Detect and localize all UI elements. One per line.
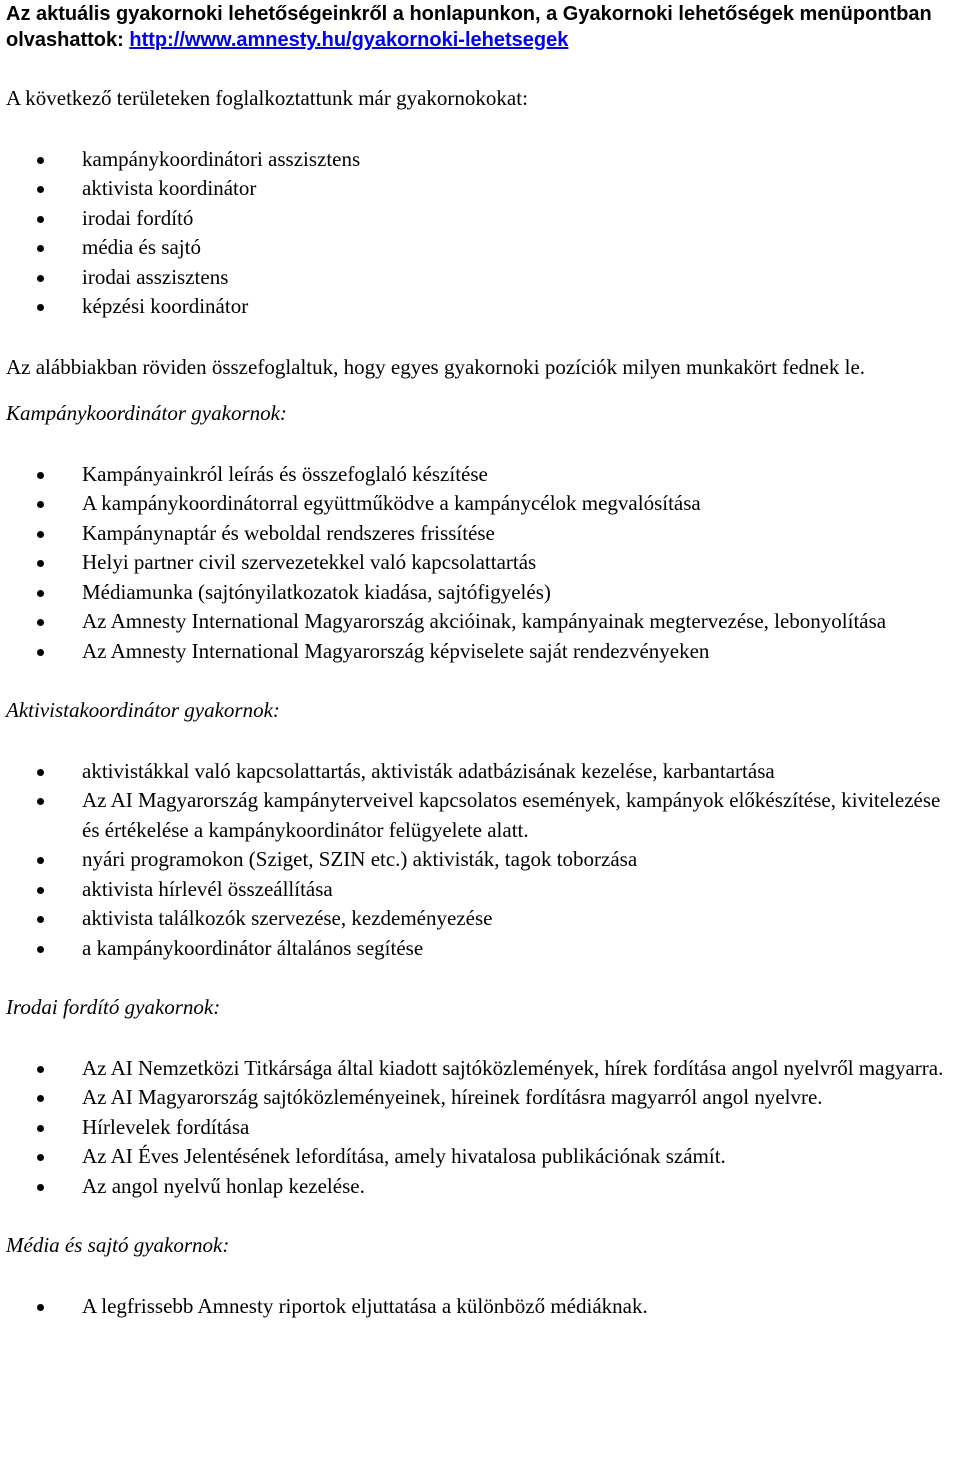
internship-link[interactable]: http://www.amnesty.hu/gyakornoki-lehetsegek [129,29,569,51]
list-item: Az AI Magyarország sajtóközleményeinek, híreinek fordításra magyarról angol nyelvre. [6,1083,958,1113]
list-item: nyári programokon (Sziget, SZIN etc.) aktivisták, tagok toborzása [6,845,958,875]
intro-text: Az aktuális gyakornoki lehetőségeinkről a honlapunkon, a Gyakornoki lehetőségek menüpontban olvashattok: [6,3,932,51]
list-item: Kampánynaptár és weboldal rendszeres frissítése [6,519,958,549]
list-item: a kampánykoordinátor általános segítése [6,934,958,964]
section-heading-activist: Aktivistakoordinátor gyakornok: [6,698,280,722]
list-item: Az angol nyelvű honlap kezelése. [6,1172,958,1202]
list-item: aktivistákkal való kapcsolattartás, aktivisták adatbázisának kezelése, karbantartása [6,757,958,787]
list-item: aktivista koordinátor [6,174,958,204]
document-page [6,0,958,1321]
list-item: Az AI Éves Jelentésének lefordítása, amely hivatalosa publikációnak számít. [6,1142,958,1172]
translator-duties-list [6,1054,958,1202]
activist-duties-list [6,757,958,964]
media-duties-list [6,1292,958,1322]
list-item: Médiamunka (sajtónyilatkozatok kiadása, sajtófigyelés) [6,578,958,608]
section-heading-media: Média és sajtó gyakornok: [6,1233,230,1257]
list-item: kampánykoordinátori asszisztens [6,145,958,175]
areas-list [6,145,958,322]
section-heading-translator: Irodai fordító gyakornok: [6,995,221,1019]
list-item: aktivista hírlevél összeállítása [6,875,958,905]
list-item: média és sajtó [6,233,958,263]
list-item: Hírlevelek fordítása [6,1113,958,1143]
list-item: Helyi partner civil szervezetekkel való kapcsolattartás [6,548,958,578]
campaign-duties-list [6,460,958,667]
section-heading-campaign: Kampánykoordinátor gyakornok: [6,401,287,425]
list-item: Az AI Magyarország kampányterveivel kapcsolatos események, kampányok előkészítése, kivitelezése és értékelése a kampánykoordinátor felügyelete alatt. [6,786,958,845]
summary-paragraph: Az alábbiakban röviden összefoglaltuk, hogy egyes gyakornoki pozíciók milyen munkakört fednek le. [6,354,866,379]
list-item: képzési koordinátor [6,292,958,322]
list-item: irodai asszisztens [6,263,958,293]
list-item: A legfrissebb Amnesty riportok eljuttatása a különböző médiáknak. [6,1292,958,1322]
list-item: irodai fordító [6,204,958,234]
list-item: Az Amnesty International Magyarország akcióinak, kampányainak megtervezése, lebonyolítása [6,607,958,637]
lead-paragraph: A következő területeken foglalkoztattunk már gyakornokokat: [6,86,528,110]
list-item: Az Amnesty International Magyarország képviselete saját rendezvényeken [6,637,958,667]
list-item: Kampányainkról leírás és összefoglaló készítése [6,460,958,490]
list-item: aktivista találkozók szervezése, kezdeményezése [6,904,958,934]
list-item: A kampánykoordinátorral együttműködve a kampánycélok megvalósítása [6,489,958,519]
list-item: Az AI Nemzetközi Titkársága által kiadott sajtóközlemények, hírek fordítása angol nyelvről magyarra. [6,1054,958,1084]
intro-paragraph [6,0,958,53]
